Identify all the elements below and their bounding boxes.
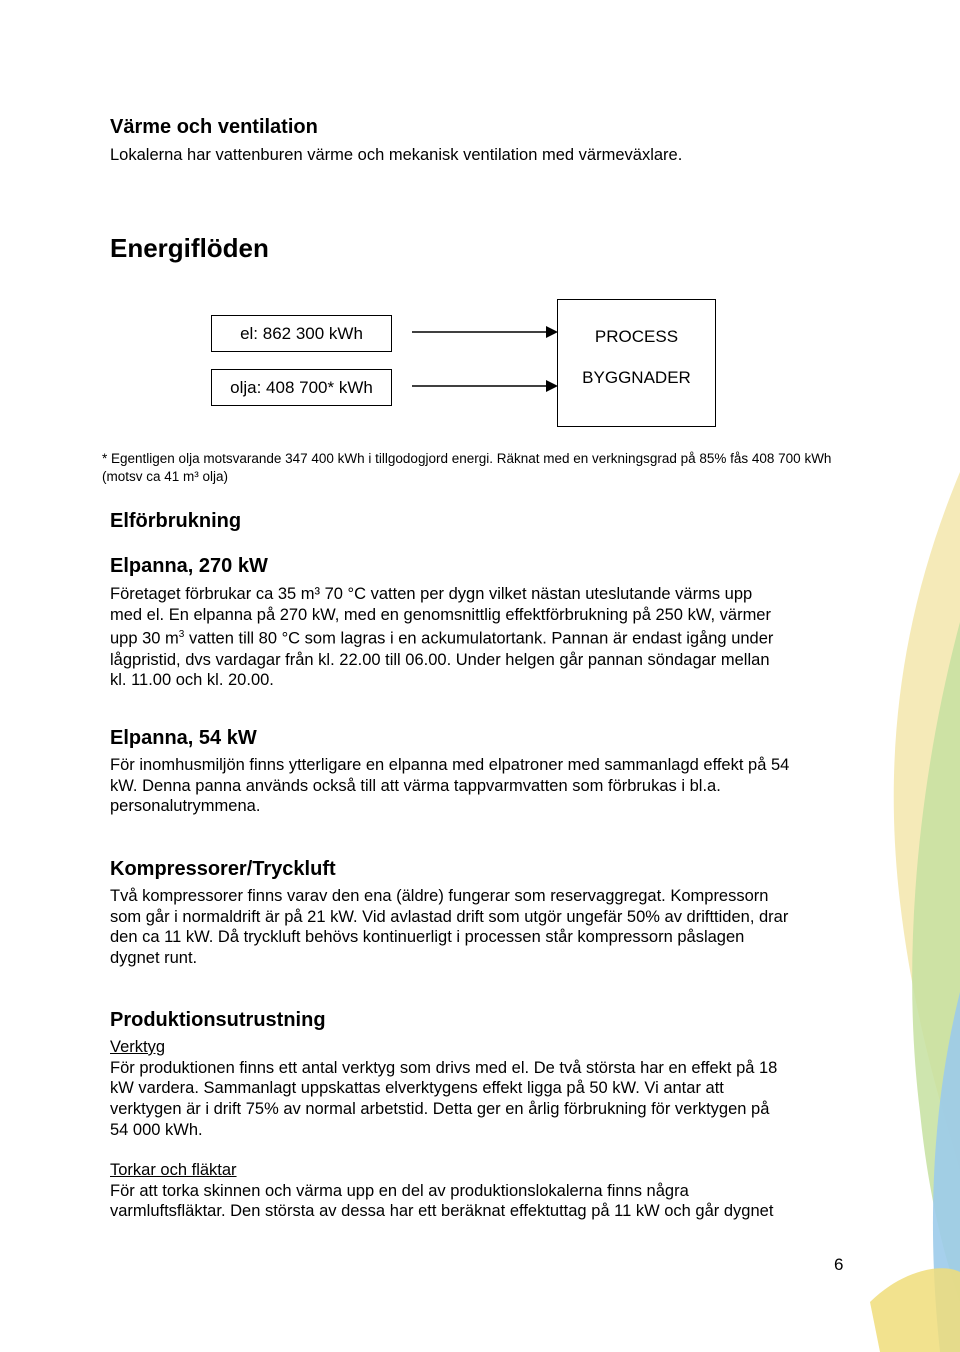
tools-line-3: verktygen är i drift 75% av normal arbetstid. Detta ger en årlig förbrukning för verktygen på <box>110 1100 770 1119</box>
flow-arrows <box>392 320 562 400</box>
flows-footnote <box>102 450 831 486</box>
dryers-subheading: Torkar och fläktar <box>110 1161 237 1179</box>
boiler54-line-3: personalutrymmena. <box>110 797 261 816</box>
compressors-line-3: den ca 11 kW. Då tryckluft behövs kontinuerligt i processen står kompressorn påslagen <box>110 928 745 947</box>
compressors-line-1: Två kompressorer finns varav den ena (äldre) fungerar som reservaggregat. Kompressorn <box>110 887 769 905</box>
page-number: 6 <box>834 1255 844 1274</box>
el-energy-label: el: 862 300 kWh <box>240 323 363 343</box>
arrow-oil <box>412 380 558 392</box>
boiler270-line-4: lågpristid, dvs vardagar från kl. 22.00 till 06.00. Under helgen går pannan söndagar mellan <box>110 650 770 669</box>
boiler270-line-3 <box>110 625 773 649</box>
tools-line-4: 54 000 kWh. <box>110 1120 203 1139</box>
dryers-line-2: varmluftsfläktar. Den största av dessa har ett beräknat effektuttag på 11 kW och går dygnet <box>110 1202 774 1221</box>
heat-text: Lokalerna har vattenburen värme och mekanisk ventilation med värmeväxlare. <box>110 146 683 164</box>
arrow-el <box>412 326 558 338</box>
footnote-line-2: (motsv ca 41 m³ olja) <box>102 469 229 484</box>
el-energy-box <box>211 315 392 352</box>
boiler270-heading: Elpanna, 270 kW <box>110 555 268 577</box>
elec-heading: Elförbrukning <box>110 510 242 532</box>
boiler54-text <box>110 755 789 817</box>
flows-heading: Energiflöden <box>110 233 269 263</box>
decorative-swoosh-graphic <box>840 472 960 1352</box>
boiler54-line-2: kW. Denna panna används också till att värma tappvarmvatten som förbrukas i bl.a. <box>110 776 721 795</box>
boiler54-line-1: För inomhusmiljön finns ytterligare en elpanna med elpatroner med sammanlagd effekt på 54 <box>110 756 790 774</box>
yellow-swirl <box>870 1268 960 1352</box>
footnote-line-1: * Egentligen olja motsvarande 347 400 kWh i tillgodogjord energi. Räknat med en verkningsgrad på 85% fås 408 700 kWh <box>102 451 832 466</box>
production-heading: Produktionsutrustning <box>110 1009 326 1031</box>
process-buildings-box <box>557 299 716 427</box>
boiler270-line-3-prefix: upp 30 m <box>110 629 179 648</box>
compressors-line-4: dygnet runt. <box>110 949 198 968</box>
tools-line-2: kW vardera. Sammanlagt uppskattas elverktygens effekt ligga på 50 kW. Vi antar att <box>110 1079 724 1098</box>
boiler270-line-3-rest: vatten till 80 °C som lagras i en ackumulatortank. Pannan är endast igång under <box>188 629 774 648</box>
tools-subheading: Verktyg <box>110 1038 166 1056</box>
dryers-section <box>110 1160 773 1222</box>
oil-energy-box <box>211 369 392 406</box>
boiler270-line-5: kl. 11.00 och kl. 20.00. <box>110 671 274 690</box>
cubic-superscript: 3 <box>178 629 185 641</box>
heat-heading: Värme och ventilation <box>110 116 318 138</box>
oil-energy-label: olja: 408 700* kWh <box>230 377 373 397</box>
boiler54-heading: Elpanna, 54 kW <box>110 727 257 749</box>
dryers-line-1: För att torka skinnen och värma upp en del av produktionslokalerna finns några <box>110 1181 689 1200</box>
boiler270-line-2: med el. En elpanna på 270 kW, med en genomsnittlig effektförbrukning på 250 kW, värmer <box>110 605 771 624</box>
compressors-text <box>110 886 788 969</box>
boiler270-line-1: Företaget förbrukar ca 35 m³ 70 °C vatten per dygn vilket nästan uteslutande värms upp <box>110 585 753 603</box>
tools-line-1: För produktionen finns ett antal verktyg som drivs med el. De två största har en effekt på 18 <box>110 1058 778 1077</box>
compressors-heading: Kompressorer/Tryckluft <box>110 858 336 880</box>
boiler270-text <box>110 584 773 691</box>
tools-section <box>110 1037 777 1141</box>
process-label: PROCESS <box>594 327 679 346</box>
buildings-label: BYGGNADER <box>582 368 691 387</box>
compressors-line-2: som går i normaldrift är på 21 kW. Vid avlastad drift som utgör ungefär 50% av drifttiden, drar <box>110 907 789 926</box>
